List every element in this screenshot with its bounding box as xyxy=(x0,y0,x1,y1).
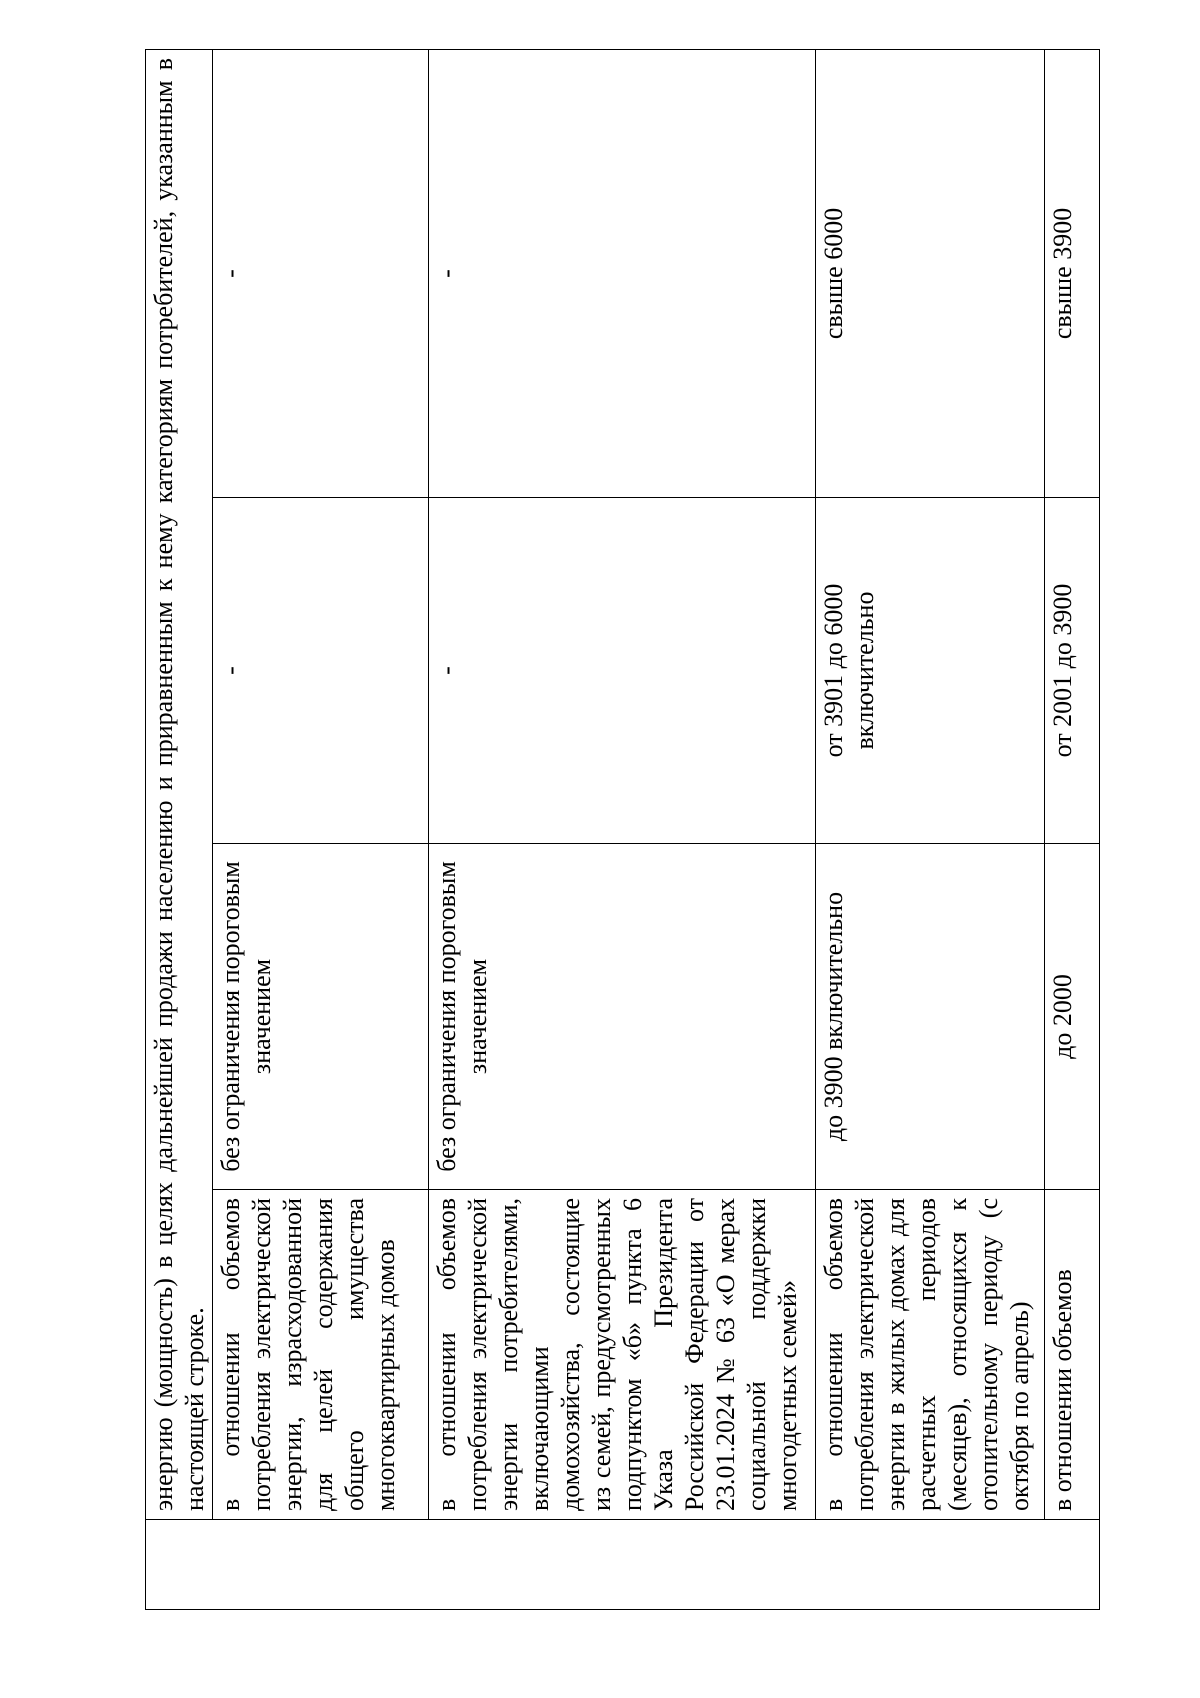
range-1-cell: до 2000 xyxy=(1044,844,1099,1190)
range-1-cell: без ограничения пороговым значением xyxy=(429,844,816,1190)
description-cell: в отношении объемов xyxy=(1044,1190,1099,1520)
intro-cell xyxy=(146,49,213,1519)
intro-text: энергию (мощность) в целях дальнейшей продажи населению и приравненным к нему категориям потребителей, указанным в настоящей строке. xyxy=(149,57,209,1511)
description-cell: в отношении объемов потребления электрической энергии в жилых домах для расчетных периодов (месяцев), относящихся к отопительному периоду (с октября по апрель) xyxy=(816,1190,1044,1520)
rotated-page xyxy=(145,50,1100,1610)
range-2-cell: от 2001 до 3900 xyxy=(1044,498,1099,844)
row-number-cell xyxy=(146,1520,1100,1610)
range-2-cell: от 3901 до 6000 включительно xyxy=(816,498,1044,844)
range-1-cell: без ограничения пороговым значением xyxy=(213,844,429,1190)
range-1-cell: до 3900 включительно xyxy=(816,844,1044,1190)
range-2-cell: - xyxy=(429,498,816,844)
range-3-cell: - xyxy=(213,49,429,497)
tariff-table xyxy=(145,49,1100,1610)
table-row xyxy=(429,49,816,1609)
range-2-cell: - xyxy=(213,498,429,844)
table-row xyxy=(213,49,429,1609)
table-row xyxy=(1044,49,1099,1609)
table-row xyxy=(146,49,213,1609)
range-3-cell: свыше 6000 xyxy=(816,49,1044,497)
description-cell: в отношении объемов потребления электрической энергии, израсходованной для целей содержания общего имущества многоквартирных домов xyxy=(213,1190,429,1520)
range-3-cell: свыше 3900 xyxy=(1044,49,1099,497)
range-3-cell: - xyxy=(429,49,816,497)
table-row xyxy=(816,49,1044,1609)
description-cell: в отношении объемов потребления электрической энергии потребителями, включающими домохозяйства, состоящие из семей, предусмотренных подпунктом «б» пункта 6 Указа Президента Российской Федерации от 23.01.2024 № 63 «О мерах социальной поддержки многодетных семей» xyxy=(429,1190,816,1520)
